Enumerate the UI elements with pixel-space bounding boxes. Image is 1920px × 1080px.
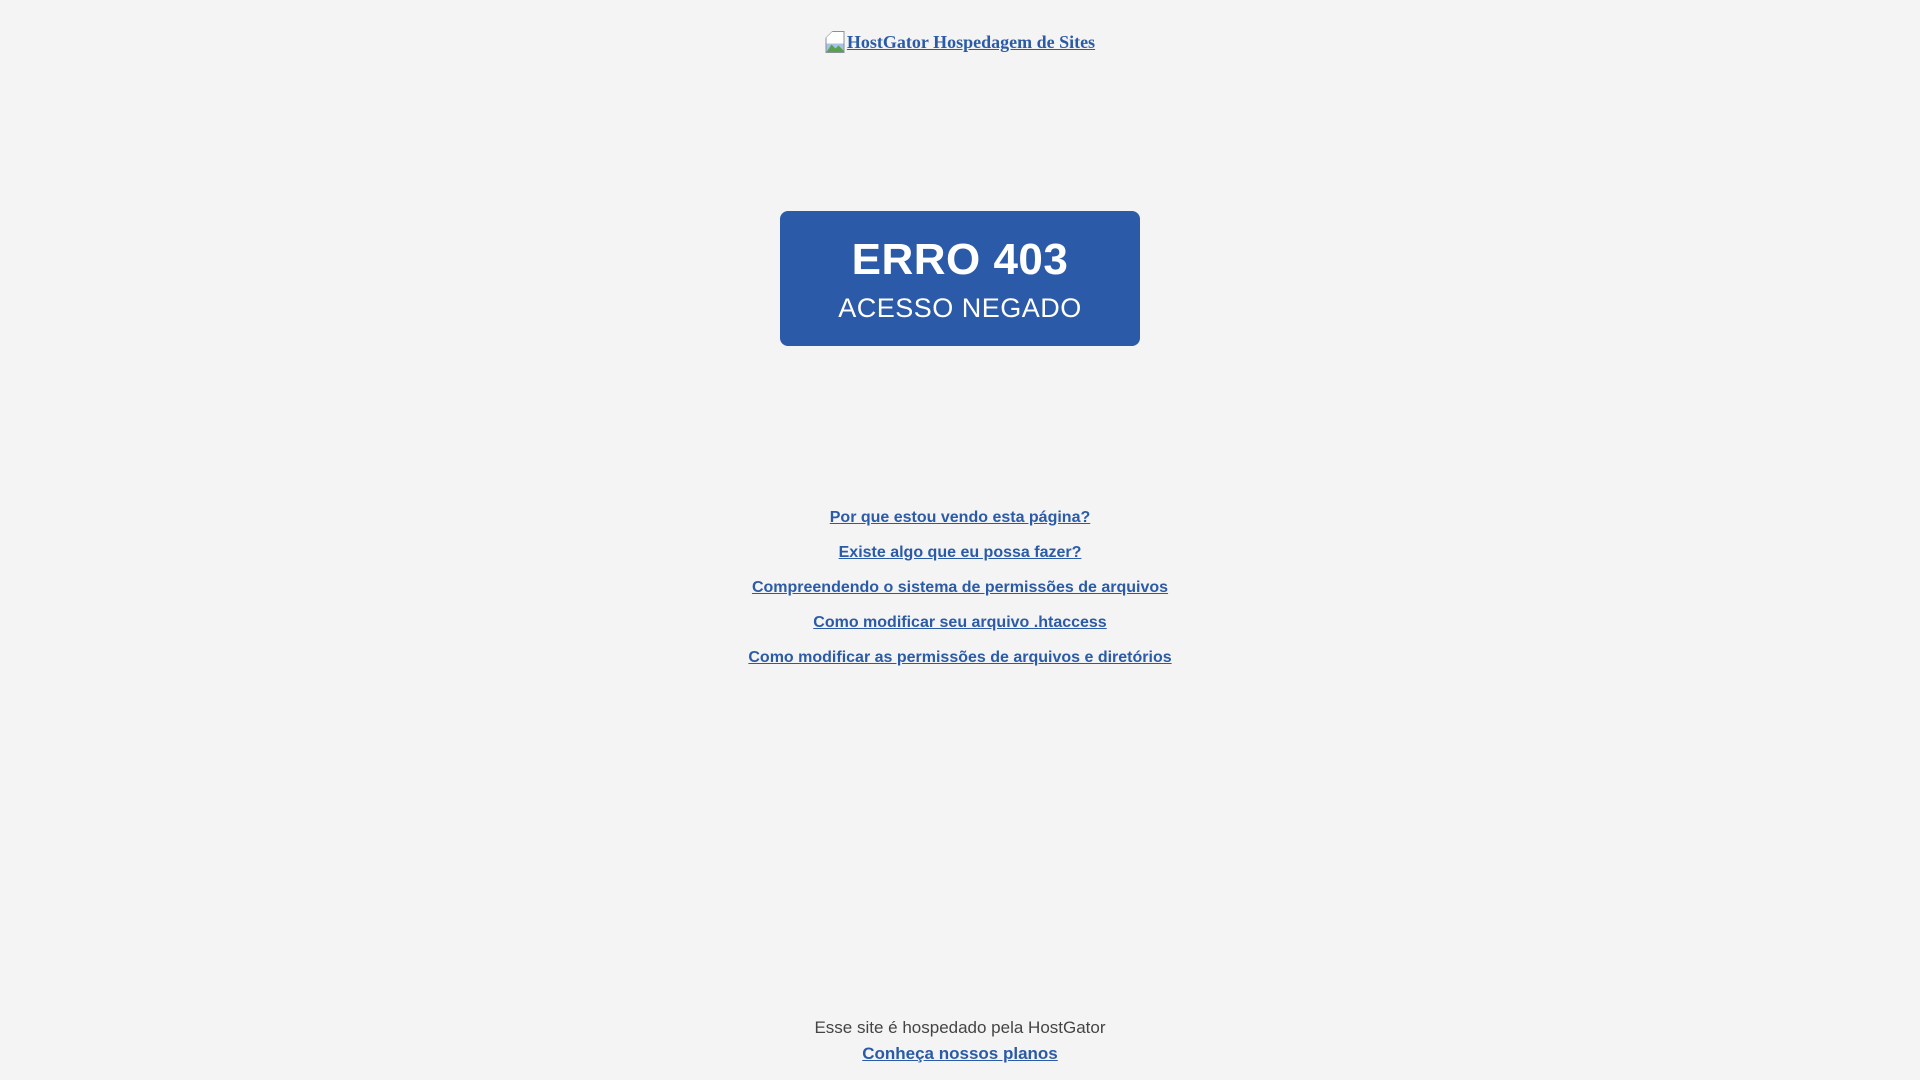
error-code-title: ERRO 403 [851, 234, 1069, 284]
site-footer [0, 1017, 1920, 1065]
logo-alt-text: HostGator Hospedagem de Sites [846, 31, 1096, 52]
plans-link[interactable]: Conheça nossos planos [862, 1044, 1058, 1063]
error-box [780, 211, 1140, 346]
broken-image-icon [825, 31, 845, 53]
hosted-by-text: Esse site é hospedado pela HostGator [814, 1018, 1106, 1037]
hostgator-logo-link[interactable] [825, 31, 1095, 53]
help-link-modify-permissions[interactable]: Como modificar as permissões de arquivos e diretórios [748, 649, 1172, 666]
help-links-nav [0, 509, 1920, 666]
error-subtitle: ACESSO NEGADO [838, 292, 1082, 323]
help-link-why-seeing-page[interactable]: Por que estou vendo esta página? [829, 509, 1091, 526]
help-link-file-permissions-system[interactable]: Compreendendo o sistema de permissões de arquivos [751, 579, 1169, 596]
logo-header [0, 0, 1920, 58]
help-link-modify-htaccess[interactable]: Como modificar seu arquivo .htaccess [813, 614, 1107, 631]
help-link-what-can-i-do[interactable]: Existe algo que eu possa fazer? [838, 544, 1082, 561]
